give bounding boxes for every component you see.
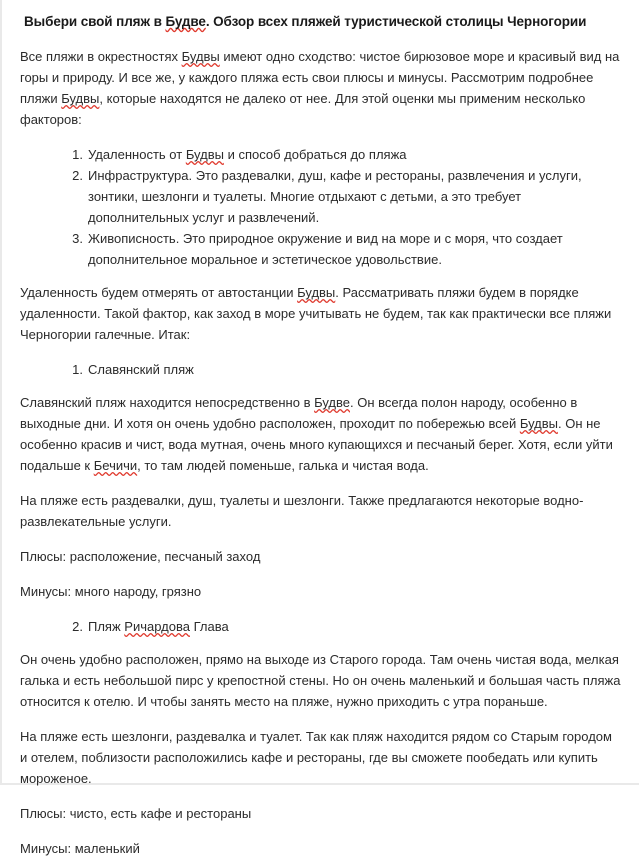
beach-1-amenities: На пляже есть раздевалки, душ, туалеты и шезлонги. Также предлагаются некоторые водно-развлекательные услуги. (20, 493, 584, 529)
beach-2-description: Он очень удобно расположен, прямо на выходе из Старого города. Там очень чистая вода, мелкая галька и есть небольшой пирс у крепостной стены. Но он очень маленький и большая часть пляжа относится к отелю. И чтобы занять место на пляже, нужно приходить с утра пораньше. (20, 652, 621, 709)
factors-list (20, 144, 621, 270)
list-item: Славянский пляж (88, 362, 194, 377)
intro-paragraph: Все пляжи в окрестностях Будвы имеют одно сходство: чистое бирюзовое море и красивый вид на горы и природу. И все же, у каждого пляжа есть свои плюсы и минусы. Рассмотрим подробнее пляжи Будвы, которые находятся не далеко от нее. Для этой оценки мы применим несколько факторов: (20, 49, 620, 127)
beach-1-pros: Плюсы: расположение, песчаный заход (20, 549, 261, 564)
beach-2-pros: Плюсы: чисто, есть кафе и рестораны (20, 806, 252, 821)
beach-2-amenities: На пляже есть шезлонги, раздевалка и туалет. Так как пляж находится рядом со Старым городом и отелем, поблизости расположились кафе и рестораны, где вы сможете пообедать или купить мороженое. (20, 729, 612, 786)
page-title: Выбери свой пляж в Будве. Обзор всех пляжей туристической столицы Черногории (24, 14, 587, 29)
beach-list-item-2 (20, 616, 621, 637)
beach-1-cons: Минусы: много народу, грязно (20, 584, 202, 599)
list-item: Инфраструктура. Это раздевалки, душ, кафе и рестораны, развлечения и услуги, зонтики, шезлонги и туалеты. Многие отдыхают с детьми, а это требует дополнительных услуг и развлечений. (88, 168, 582, 225)
beach-1-description: Славянский пляж находится непосредственно в Будве. Он всегда полон народу, особенно в выходные дни. И хотя он очень удобно расположен, проходит по побережью всей Будвы. Он не особенно красив и чист, вода мутная, очень много купающихся и песчаный берег. Хотя, если уйти подальше к Бечичи, то там людей поменьше, галька и чистая вода. (20, 395, 613, 473)
list-item: Удаленность от Будвы и способ добраться до пляжа (88, 147, 407, 162)
list-item: Пляж Ричардова Глава (88, 619, 229, 634)
list-item: Живописность. Это природное окружение и вид на море и с моря, что создает дополнительное моральное и эстетическое удовольствие. (88, 231, 563, 267)
methodology-paragraph: Удаленность будем отмерять от автостанции Будвы. Рассматривать пляжи будем в порядке удаленности. Такой фактор, как заход в море учитывать не будем, так как практически все пляжи Черногории галечные. Итак: (20, 285, 612, 342)
beach-2-cons: Минусы: маленький (20, 841, 140, 856)
beach-list-item-1 (20, 359, 621, 380)
